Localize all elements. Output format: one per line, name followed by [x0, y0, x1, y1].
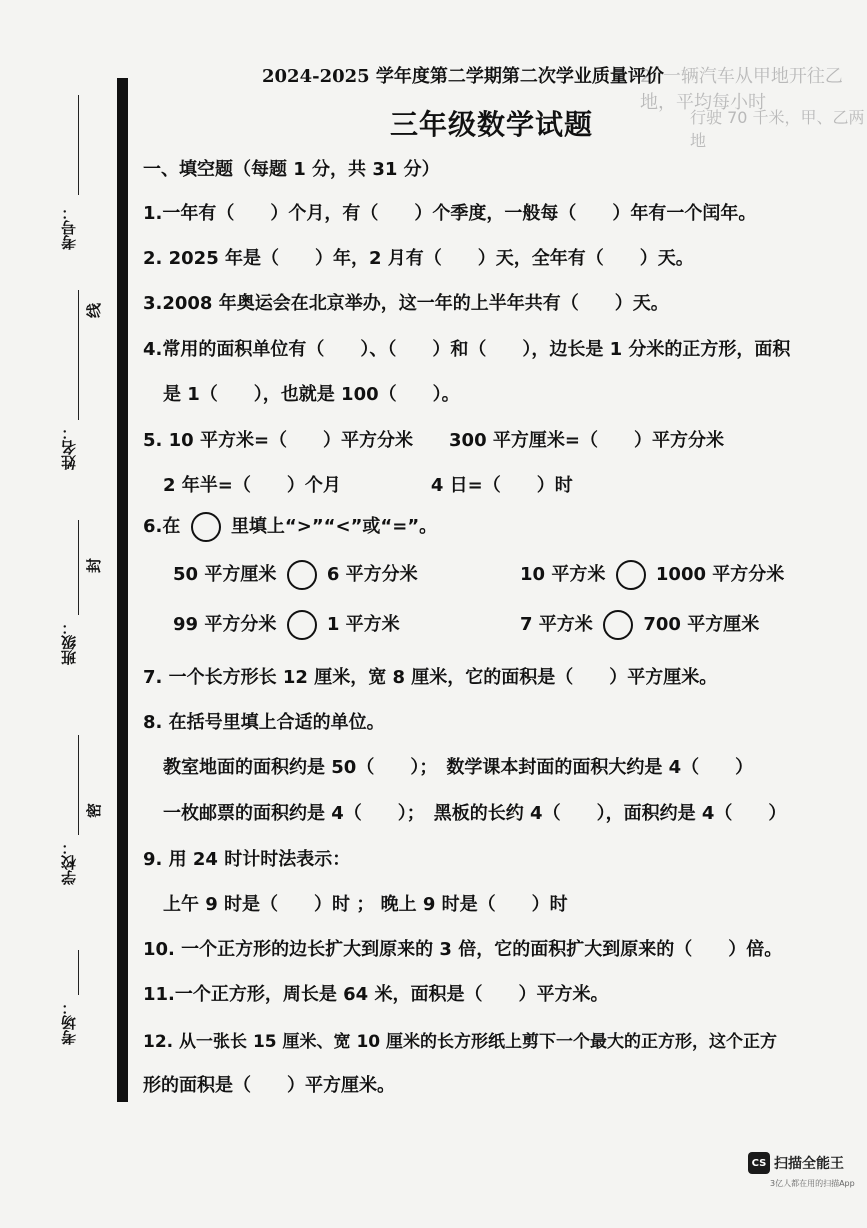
q6-prefix: 6.在: [143, 516, 181, 537]
question-4: 4.常用的面积单位有（ ）、（ ）和（ ），边长是 1 分米的正方形，面积: [143, 339, 791, 360]
q6-row-2b: [520, 610, 759, 640]
question-6: [143, 512, 437, 542]
label-exam-number: 考号：: [60, 205, 78, 250]
fill-line: [78, 735, 79, 835]
label-school: 学校：: [60, 840, 78, 885]
fill-line: [78, 520, 79, 615]
question-5: 5. 10 平方米=（ ）平方分米 300 平方厘米=（ ）平方分米: [143, 430, 724, 451]
q6-suffix: 里填上“>”“<”或“=”。: [230, 516, 438, 537]
bleed-text: 2. 一辆汽车从甲地开往乙地，平均每小时: [640, 66, 843, 113]
question-9-a: 上午 9 时是（ ）时 ； 晚上 9 时是（ ）时: [163, 894, 568, 915]
compare-circle[interactable]: [287, 610, 317, 640]
q6-left: 50 平方厘米: [173, 564, 277, 585]
q6-right: 1000 平方分米: [655, 564, 785, 585]
compare-circle[interactable]: [616, 560, 646, 590]
q6-left: 99 平方分米: [173, 614, 277, 635]
question-4-cont: 是 1（ ），也就是 100（ ）。: [163, 384, 460, 405]
question-8-a: 教室地面的面积约是 50（ ）； 数学课本封面的面积大约是 4（ ）: [163, 757, 754, 778]
section-heading: 一、填空题（每题 1 分，共 31 分）: [143, 159, 440, 180]
seal-feng: 封: [85, 557, 104, 574]
question-8-b: 一枚邮票的面积约是 4（ ）； 黑板的长约 4（ ），面积约是 4（ ）: [163, 803, 787, 824]
q6-left: 7 平方米: [520, 614, 593, 635]
fill-line: [78, 95, 79, 195]
label-exam-room: 考场：: [60, 1000, 78, 1045]
circle-icon: [191, 512, 221, 542]
q6-right: 1 平方米: [326, 614, 400, 635]
cs-logo-icon: CS: [748, 1152, 770, 1174]
question-12: 12. 从一张长 15 厘米、宽 10 厘米的长方形纸上剪下一个最大的正方形，这个正方: [143, 1032, 778, 1052]
question-5-cont: 2 年半=（ ）个月 4 日=（ ）时: [163, 475, 573, 496]
fill-line: [78, 290, 79, 420]
q6-right: 6 平方分米: [326, 564, 418, 585]
question-11: 11.一个正方形，周长是 64 米，面积是（ ）平方米。: [143, 984, 609, 1005]
label-name: 姓名：: [60, 425, 78, 470]
label-class: 班级：: [60, 620, 78, 665]
question-10: 10. 一个正方形的边长扩大到原来的 3 倍，它的面积扩大到原来的（ ）倍。: [143, 939, 783, 960]
q6-row-1b: [520, 560, 784, 590]
compare-circle[interactable]: [287, 560, 317, 590]
q6-row-1a: [173, 560, 418, 590]
question-9: 9. 用 24 时计时法表示：: [143, 849, 351, 870]
question-2: 2. 2025 年是（ ）年，2 月有（ ）天，全年有（ ）天。: [143, 248, 694, 269]
fill-line: [78, 950, 79, 995]
binding-bar: [117, 78, 128, 1102]
q6-left: 10 平方米: [520, 564, 606, 585]
q6-right: 700 平方厘米: [643, 614, 760, 635]
seal-xian: 线: [85, 302, 104, 319]
question-1: 1.一年有（ ）个月，有（ ）个季度，一般每（ ）年有一个闰年。: [143, 203, 757, 224]
seal-mi: 密: [85, 802, 104, 819]
exam-subtitle: 2024-2025 学年度第二学期第二次学业质量评价: [262, 66, 664, 87]
question-8: 8. 在括号里填上合适的单位。: [143, 712, 385, 733]
watermark-brand: 扫描全能王: [774, 1156, 844, 1172]
page-title: 三年级数学试题: [390, 108, 594, 141]
q6-row-2a: [173, 610, 400, 640]
scanner-watermark: [748, 1152, 844, 1174]
compare-circle[interactable]: [603, 610, 633, 640]
question-12-cont: 形的面积是（ ）平方厘米。: [143, 1075, 395, 1096]
question-3: 3.2008 年奥运会在北京举办，这一年的上半年共有（ ）天。: [143, 293, 669, 314]
watermark-tagline: 3亿人都在用的扫描App: [770, 1179, 855, 1188]
bleed-text: 行驶 70 千米，甲、乙两地: [690, 108, 865, 150]
question-7: 7. 一个长方形长 12 厘米，宽 8 厘米，它的面积是（ ）平方厘米。: [143, 667, 718, 688]
